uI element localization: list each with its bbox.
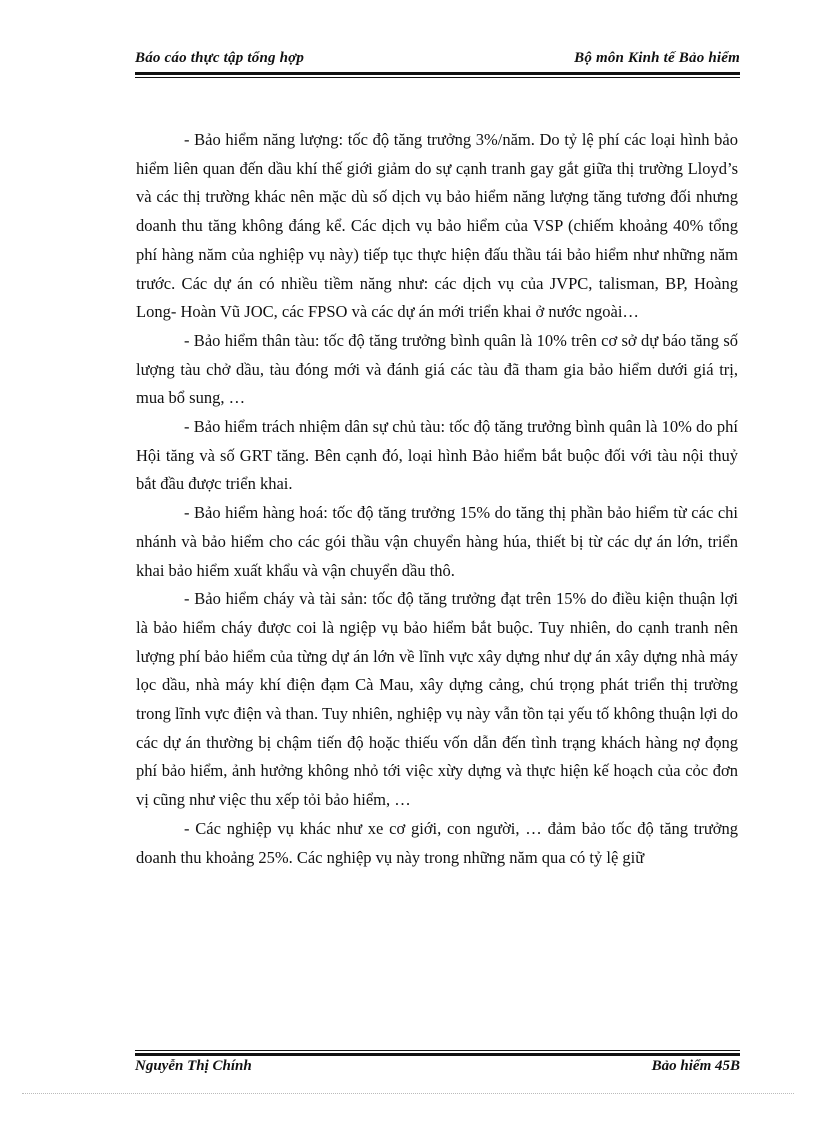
- footer-class: Bảo hiểm 45B: [651, 1058, 740, 1074]
- paragraph-other-lines: - Các nghiệp vụ khác như xe cơ giới, con người, … đảm bảo tốc độ tăng trưởng doanh thu khoảng 25%. Các nghiệp vụ này trong những năm qua có tỷ lệ giữ: [136, 818, 738, 867]
- header-rule-thick: [135, 72, 740, 75]
- page-bottom-dotted-border: [22, 1093, 794, 1094]
- header-report-title: Báo cáo thực tập tổng hợp: [135, 50, 305, 66]
- page-footer: [135, 1058, 740, 1078]
- header-rule-thin: [135, 77, 740, 78]
- footer-rule-thick: [135, 1053, 740, 1056]
- header-department: Bộ môn Kinh tế Bảo hiểm: [574, 50, 740, 66]
- paragraph-cargo-insurance: - Bảo hiểm hàng hoá: tốc độ tăng trưởng 15% do tăng thị phần bảo hiểm từ các chi nhánh và bảo hiểm cho các gói thầu vận chuyển hàng húa, thiết bị từ các dự án lớn, triển khai bảo hiểm xuất khẩu và vận chuyển dầu thô.: [136, 503, 738, 580]
- footer-author: Nguyễn Thị Chính: [135, 1058, 252, 1074]
- paragraph-fire-property-insurance: - Bảo hiểm cháy và tài sản: tốc độ tăng trưởng đạt trên 15% do điều kiện thuận lợi là bảo hiểm cháy được coi là ngiệp vụ bảo hiểm bắt buộc. Tuy nhiên, do cạnh tranh nên lượng phí bảo hiểm của từng dự án lớn về lĩnh vực xây dựng như dự án xây dựng nhà máy lọc dầu, nhà máy khí điện đạm Cà Mau, xây dựng cảng, chú trọng phát triển thị trường trong lĩnh vực điện và than. Tuy nhiên, nghiệp vụ này vẫn tồn tại yếu tố không thuận lợi do các dự án thường bị chậm tiến độ hoặc thiếu vốn dẫn đến tình trạng khách hàng nợ đọng phí bảo hiểm, ảnh hưởng không nhỏ tới việc xừy dựng và thực hiện kế hoạch của cỏc đơn vị cũng như việc thu xếp tỏi bảo hiểm, …: [136, 589, 738, 810]
- paragraph-energy-insurance: - Bảo hiểm năng lượng: tốc độ tăng trưởng 3%/năm. Do tỷ lệ phí các loại hình bảo hiểm liên quan đến dầu khí thế giới giảm do sự cạnh tranh gay gắt giữa thị trường Lloyd’s và các thị trường khác nên mặc dù số dịch vụ bảo hiểm năng lượng tăng tương đối nhưng doanh thu tăng không đáng kể. Các dịch vụ bảo hiểm của VSP (chiếm khoảng 40% tổng phí hàng năm của nghiệp vụ này) tiếp tục thực hiện đấu thầu tái bảo hiểm như những năm trước. Các dự án có nhiều tiềm năng như: các dịch vụ của JVPC, talisman, BP, Hoàng Long- Hoàn Vũ JOC, các FPSO và các dự án mới triển khai ở nước ngoài…: [136, 130, 738, 322]
- body-text: [136, 126, 738, 872]
- page-header: [135, 50, 740, 70]
- paragraph-hull-insurance: - Bảo hiểm thân tàu: tốc độ tăng trưởng bình quân là 10% trên cơ sở dự báo tăng số lượng tàu chở dầu, tàu đóng mới và đánh giá các tàu đã tham gia bảo hiểm dưới giá trị, mua bổ sung, …: [136, 330, 738, 408]
- footer-rule-thin: [135, 1050, 740, 1051]
- paragraph-shipowner-liability: - Bảo hiểm trách nhiệm dân sự chủ tàu: tốc độ tăng trưởng bình quân là 10% do phí Hội tăng và số GRT tăng. Bên cạnh đó, loại hình Bảo hiểm bắt buộc đối với tàu nội thuỷ bắt đầu được triển khai.: [136, 417, 738, 494]
